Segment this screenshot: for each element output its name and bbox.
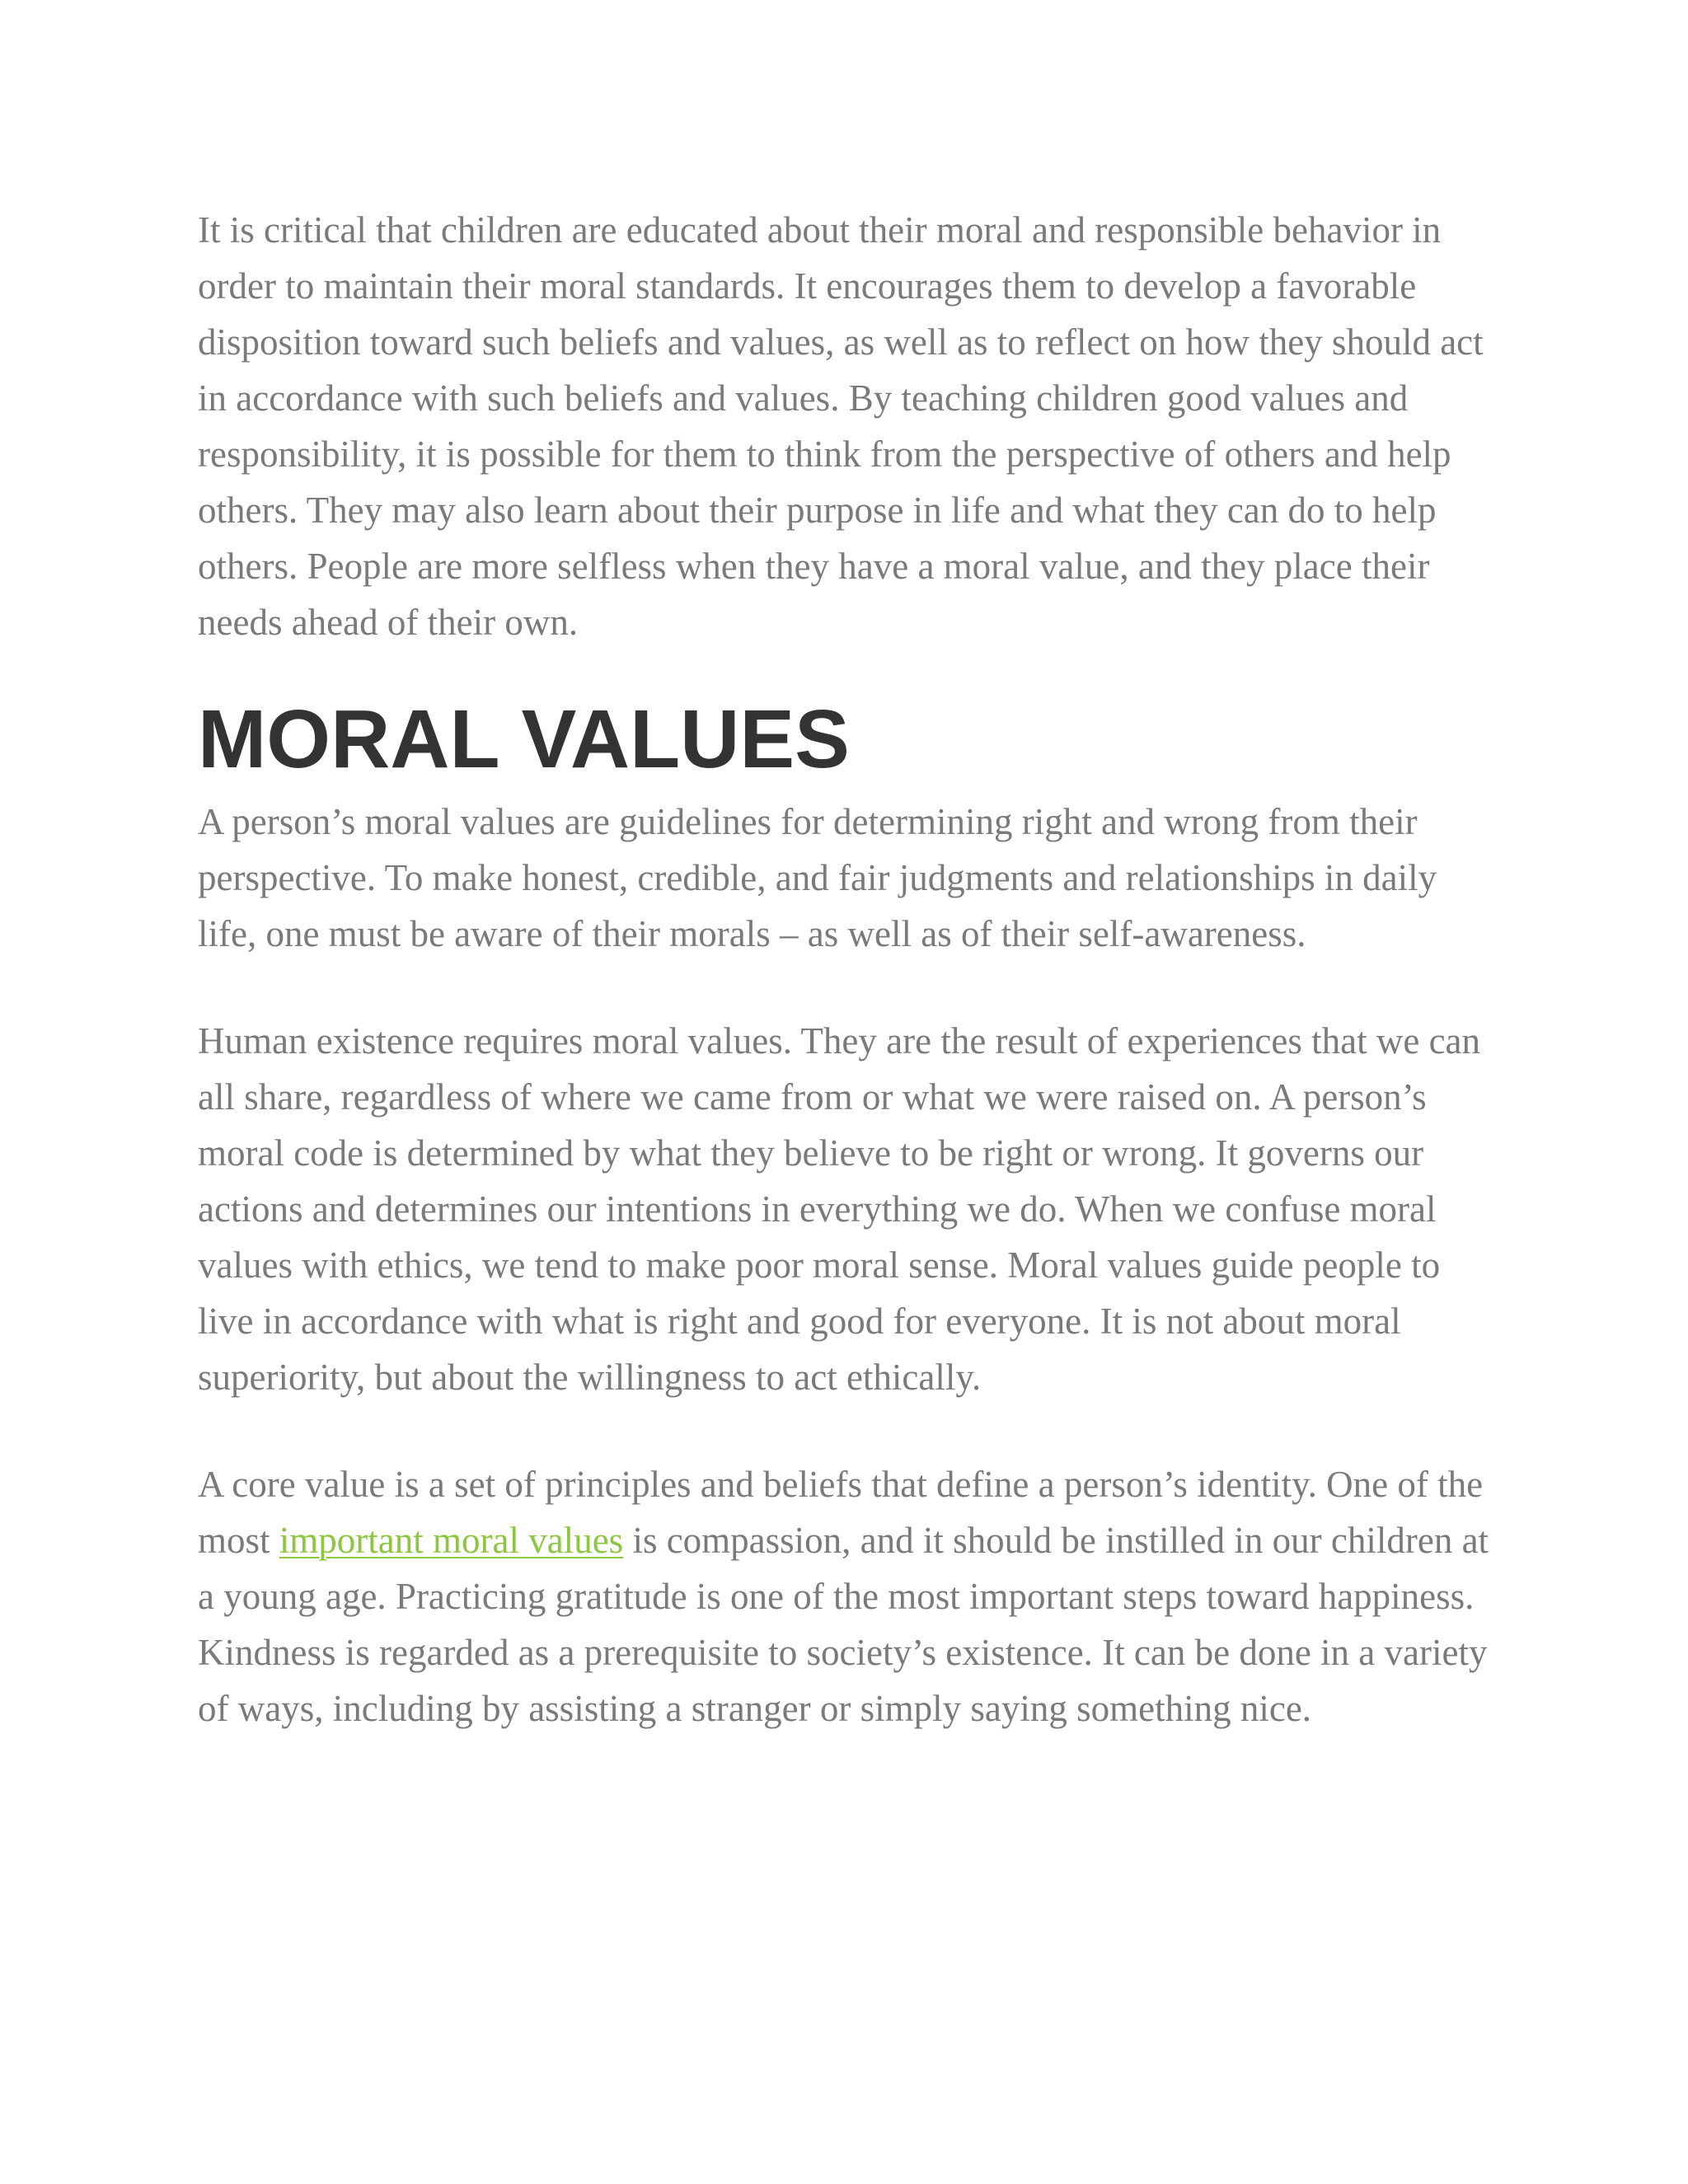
paragraph-core-value-end: is compassion, and it should be instilled in our children at a young age. Practicing gratitude is one of the most important steps toward happiness. Kindness is regarded as a prerequisite to society’s existence. It can be done in a variety of ways, including by assisting a stranger or simply saying something nice. xyxy=(198,1520,1489,1729)
document-content xyxy=(198,202,1500,1736)
important-moral-values-link[interactable]: important moral values xyxy=(279,1520,624,1561)
paragraph-human-existence: Human existence requires moral values. They are the result of experiences that we can all share, regardless of where we came from or what we were raised on. A person’s moral code is determined by what they believe to be right or wrong. It governs our actions and determines our intentions in everything we do. When we confuse moral values with ethics, we tend to make poor moral sense. Moral values guide people to live in accordance with what is right and good for everyone. It is not about moral superiority, but about the willingness to act ethically. xyxy=(198,1020,1481,1398)
intro-paragraph: It is critical that children are educated about their moral and responsible behavior in order to maintain their moral standards. It encourages them to develop a favorable disposition toward such beliefs and values, as well as to reflect on how they should act in accordance with such beliefs and values. By teaching children good values and responsibility, it is possible for them to think from the perspective of others and help others. They may also learn about their purpose in life and what they can do to help others. People are more selfless when they have a moral value, and they place their needs ahead of their own. xyxy=(198,209,1484,643)
paragraph-core-value-start: A core value is a set of principles and beliefs that define a person’s identity. One of the most xyxy=(198,1464,1484,1561)
paragraph-moral-values-definition: A person’s moral values are guidelines for determining right and wrong from their perspective. To make honest, credible, and fair judgments and relationships in daily life, one must be aware of their morals – as well as of their self-awareness. xyxy=(198,801,1437,954)
section-heading: MORAL VALUES xyxy=(198,693,850,785)
paragraph-core-value xyxy=(198,1456,1500,1736)
